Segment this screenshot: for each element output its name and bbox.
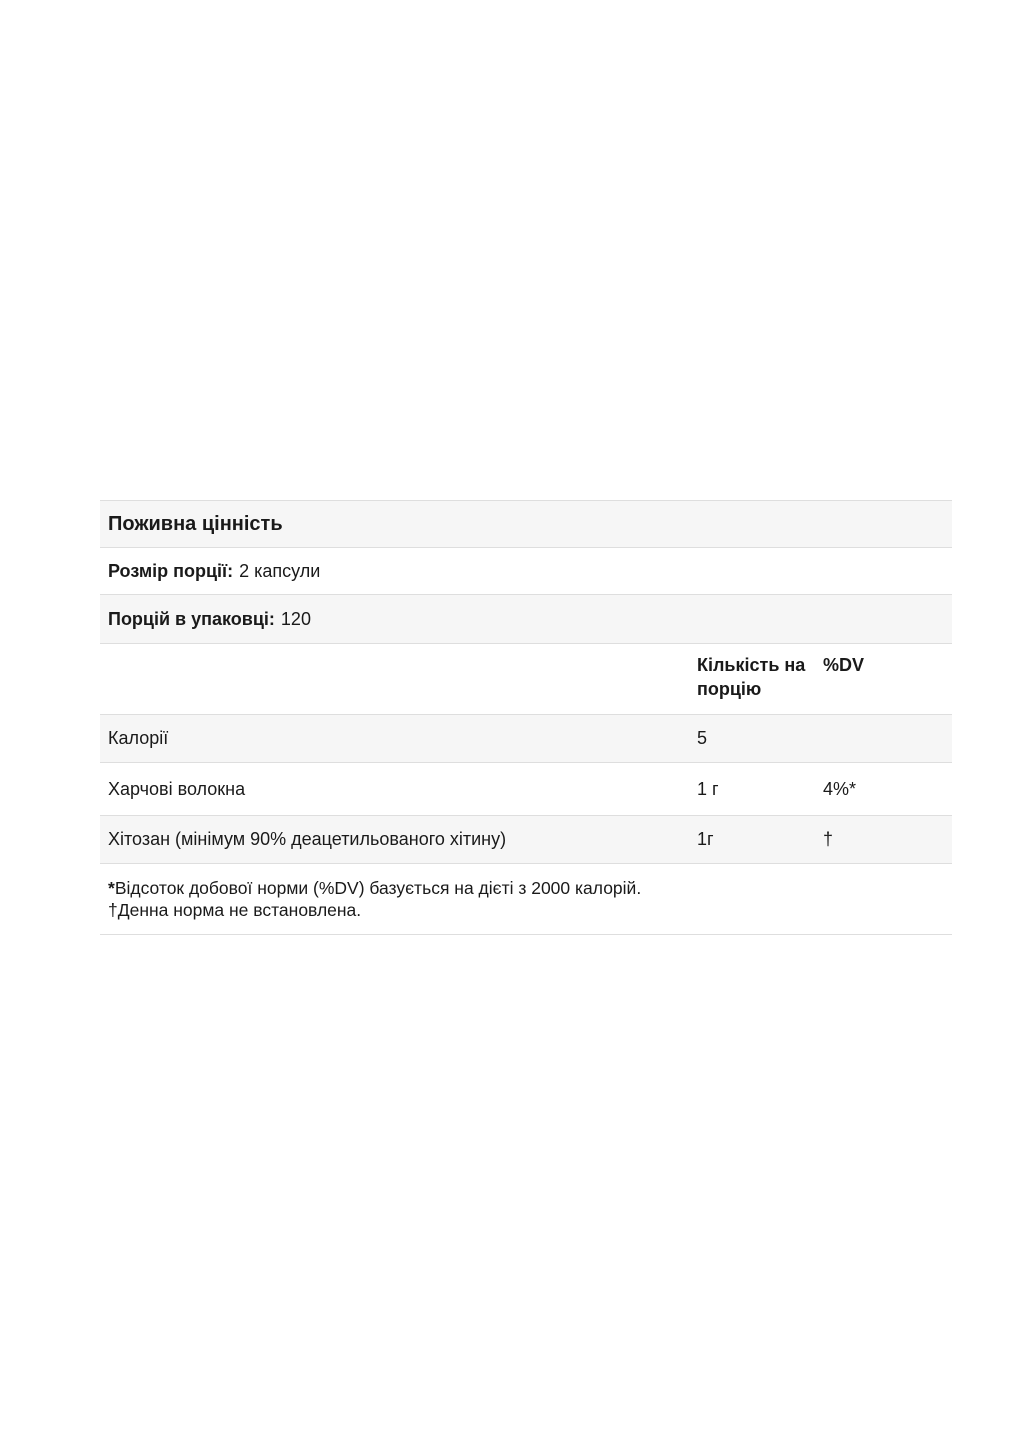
nutrient-amount: 1г [697, 829, 714, 849]
footnotes [108, 877, 641, 921]
table-row-dietary-fiber [100, 763, 952, 816]
nutrient-name: Харчові волокна [108, 778, 246, 799]
dv-column-header: %DV [823, 655, 865, 675]
nutrient-amount: 5 [697, 728, 708, 748]
footnote-marker-asterisk: * [108, 878, 115, 898]
amount-column-header: Кількість на порцію [697, 655, 806, 699]
footnote-dv [108, 877, 641, 899]
nutrient-amount: 1 г [697, 778, 719, 799]
nutrient-name: Калорії [108, 728, 169, 748]
nutrient-dv: 4%* [823, 778, 857, 799]
table-header-row [100, 644, 952, 715]
nutrient-name: Хітозан (мінімум 90% деацетильованого хітину) [108, 829, 507, 849]
servings-per-container-row [100, 595, 952, 644]
nutrition-facts-table [100, 500, 952, 935]
servings-per-container-label: Порцій в упаковці: [108, 608, 275, 629]
footnote-marker-dagger: † [108, 900, 118, 920]
servings-per-container-value: 120 [280, 608, 311, 629]
serving-size-row [100, 548, 952, 595]
table-title-row [100, 501, 952, 548]
footnote-daily-value [108, 899, 641, 921]
table-row-chitosan [100, 816, 952, 864]
serving-size-label: Розмір порції: [108, 560, 234, 581]
table-row-calories [100, 715, 952, 763]
nutrient-dv: † [823, 829, 834, 849]
serving-size-value: 2 капсули [239, 560, 321, 581]
table-title: Поживна цінність [108, 512, 283, 535]
footnote-text: Відсоток добової норми (%DV) базується на дієті з 2000 калорій. [114, 878, 642, 898]
footnote-text: Денна норма не встановлена. [117, 900, 362, 920]
footnotes-row [100, 864, 952, 935]
